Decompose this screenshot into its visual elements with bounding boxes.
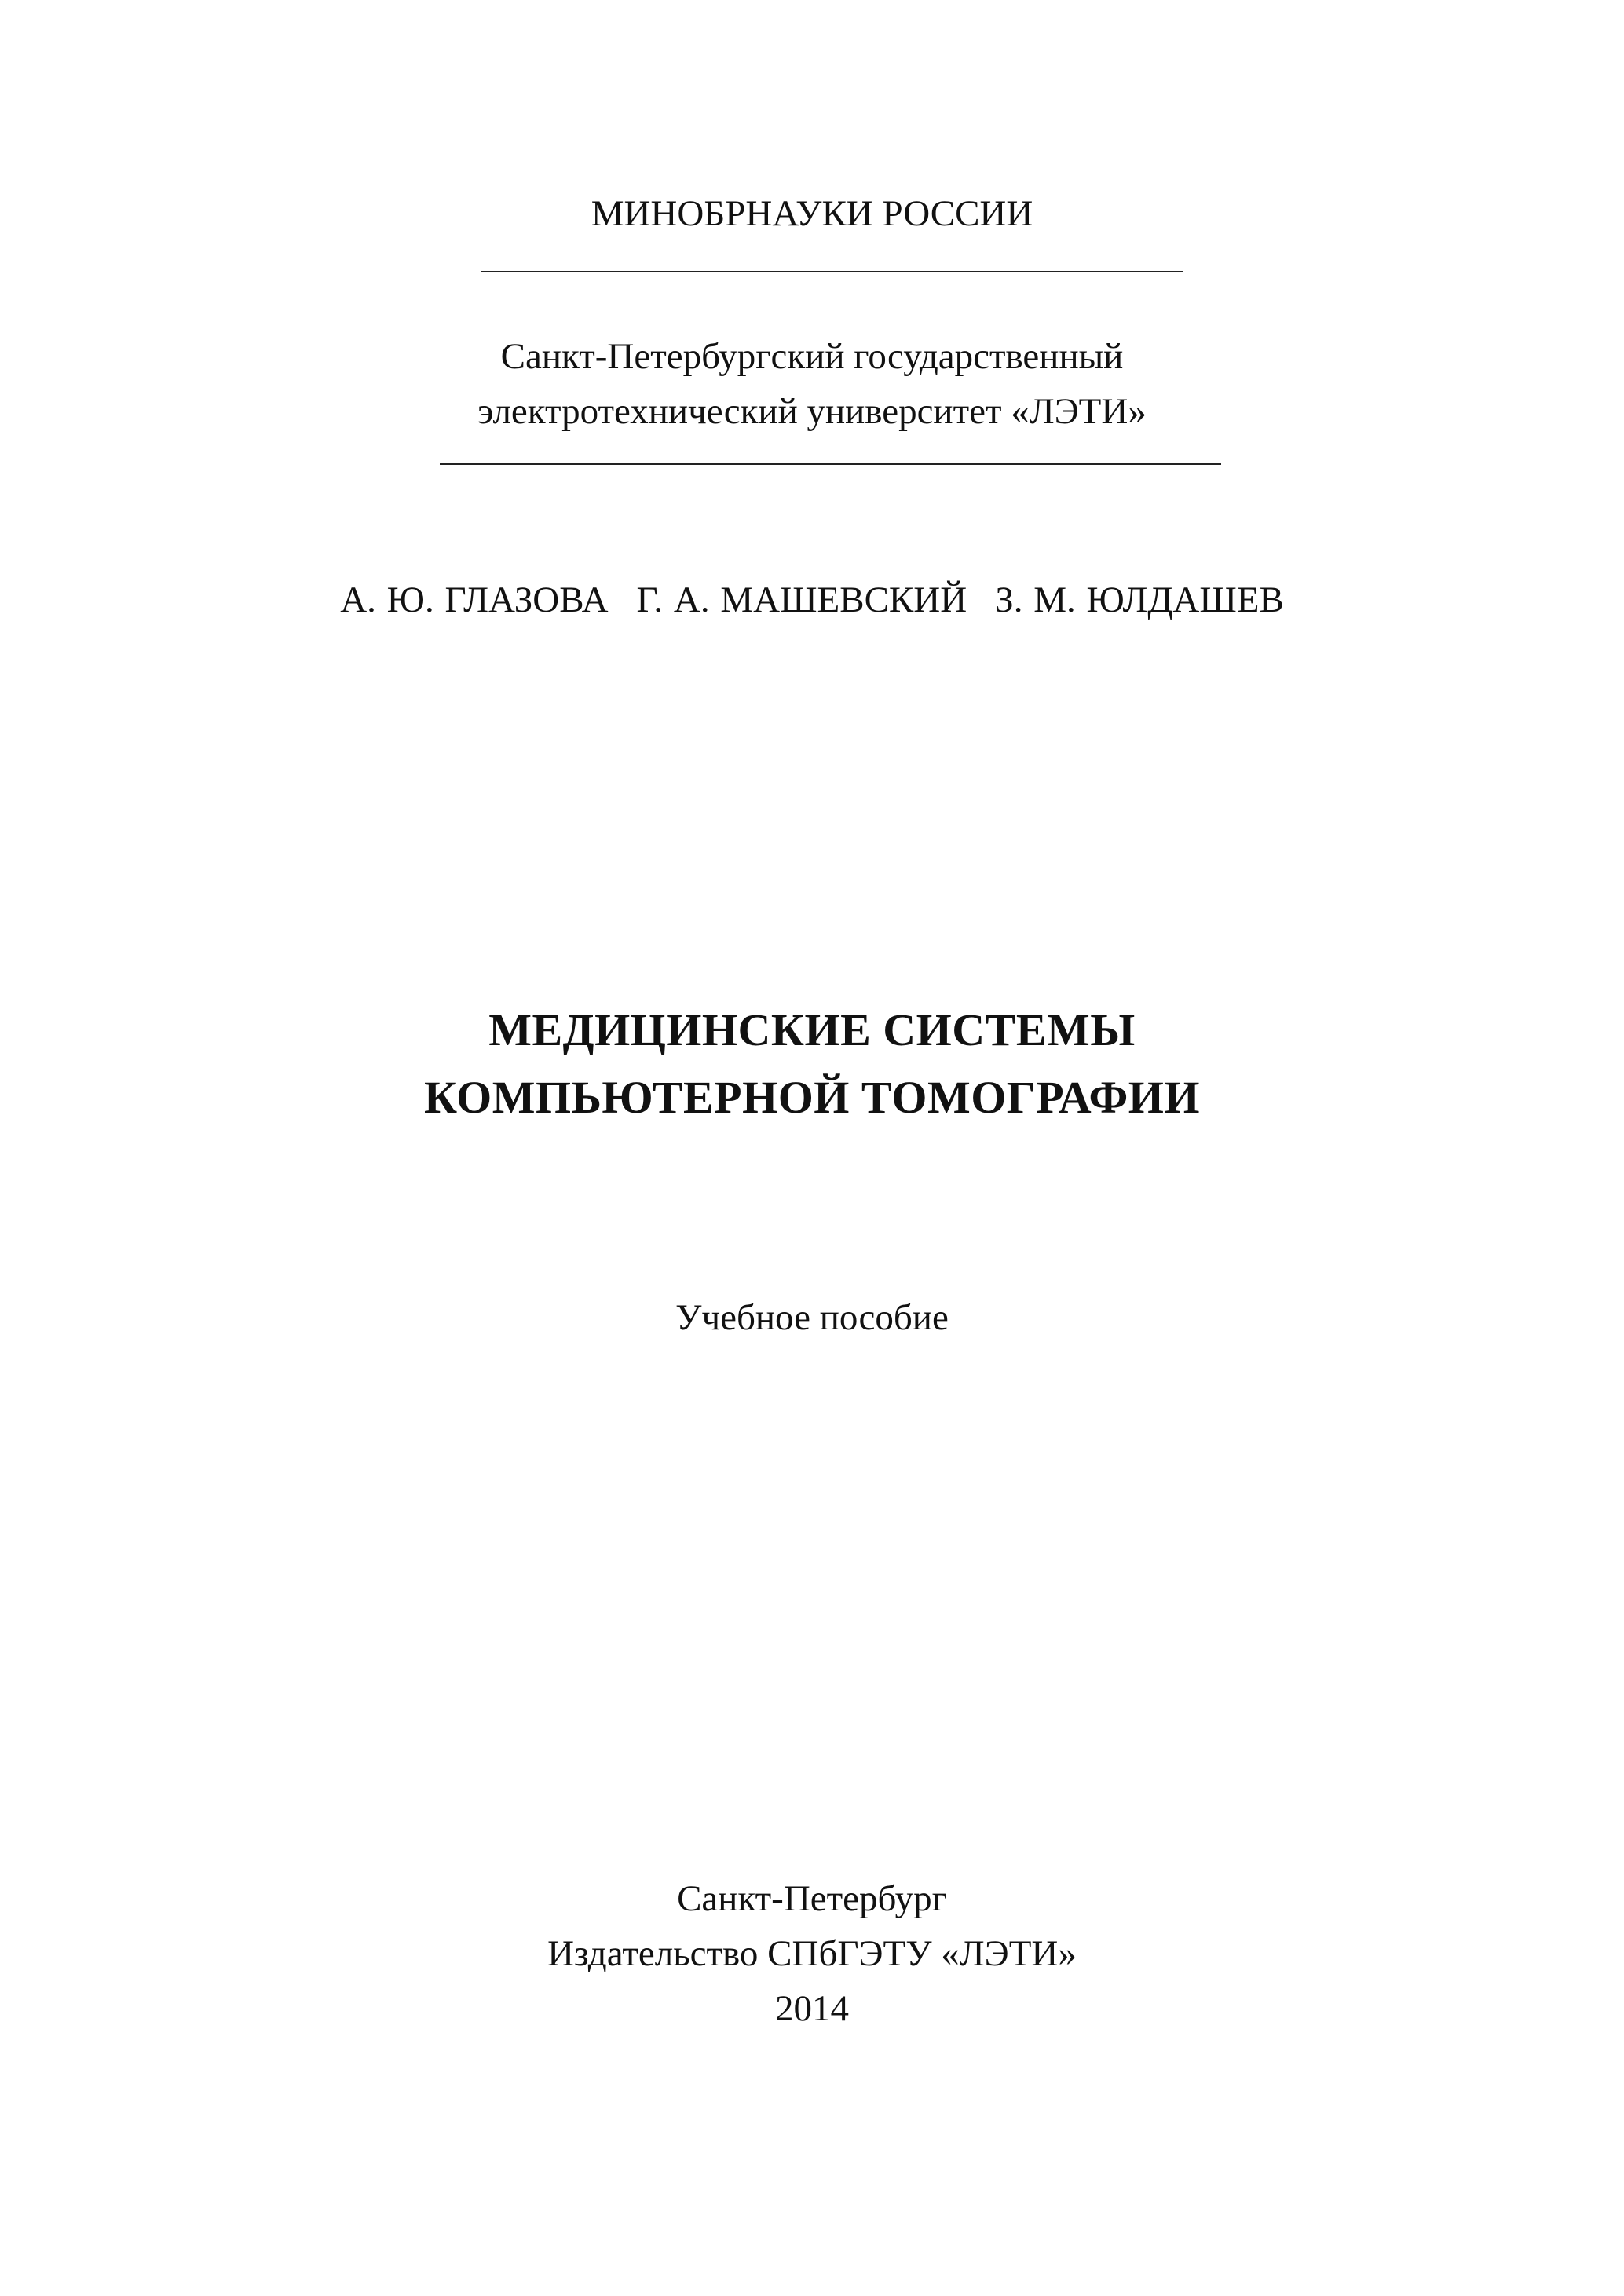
publication-type: Учебное пособие (675, 1297, 949, 1338)
imprint-publisher: Издательство СПбГЭТУ «ЛЭТИ» (547, 1933, 1077, 1974)
author-1: А. Ю. ГЛАЗОВА (340, 579, 609, 620)
university-name-line-2: электротехнический университет «ЛЭТИ» (477, 391, 1147, 432)
university-name-line-1: Санкт-Петербургский государственный (500, 336, 1124, 377)
header-divider-top (481, 271, 1183, 272)
imprint-city: Санкт-Петербург (677, 1878, 947, 1919)
book-title-line-2: КОМПЬЮТЕРНОЙ ТОМОГРАФИИ (423, 1072, 1200, 1123)
authors-line (0, 578, 1624, 622)
book-title-line-1: МЕДИЦИНСКИЕ СИСТЕМЫ (488, 1004, 1136, 1055)
imprint-year: 2014 (775, 1988, 849, 2029)
author-3: З. М. ЮЛДАШЕВ (995, 579, 1284, 620)
ministry-name: МИНОБРНАУКИ РОССИИ (591, 193, 1033, 234)
header-divider-bottom (440, 463, 1221, 465)
author-2: Г. А. МАШЕВСКИЙ (636, 579, 967, 620)
